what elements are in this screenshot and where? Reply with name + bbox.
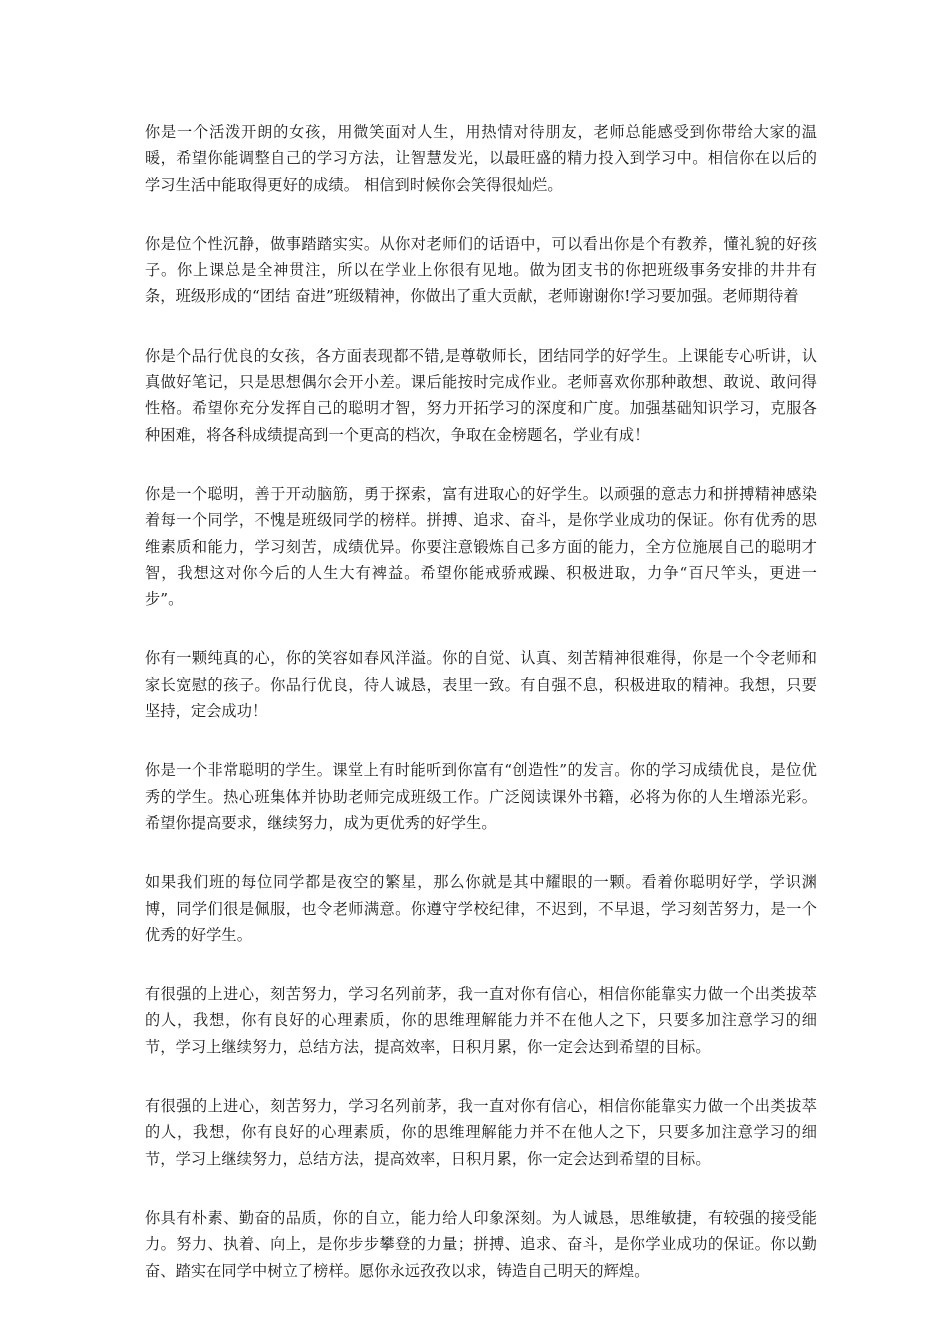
comment-paragraph-6: 你是一个非常聪明的学生。课堂上有时能听到你富有“创造性”的发言。你的学习成绩优良，是位优秀的学生。热心班集体并协助老师完成班级工作。广泛阅读课外书籍，必将为你的人生增添光彩。希望你提高要求，继续努力，成为更优秀的好学生。 [145,761,817,832]
comment-paragraph-4: 你是一个聪明，善于开动脑筋，勇于探索，富有进取心的好学生。以顽强的意志力和拼搏精神感染着每一个同学，不愧是班级同学的榜样。拼搏、追求、奋斗，是你学业成功的保证。你有优秀的思维素质和能力，学习刻苦，成绩优异。你要注意锻炼自己多方面的能力，全方位施展自己的聪明才智，我想这对你今后的人生大有裨益。希望你能戒骄戒躁、积极进取，力争“百尺竿头，更进一步”。 [145,484,817,609]
comment-paragraph-2: 你是位个性沉静，做事踏踏实实。从你对老师们的话语中，可以看出你是个有教养，懂礼貌的好孩子。你上课总是全神贯注，所以在学业上你很有见地。做为团支书的你把班级事务安排的井井有条，班级形成的“团结 奋进”班级精神，你做出了重大贡献，老师谢谢你!学习要加强。老师期待着 [145,234,817,306]
comment-paragraph-9: 有很强的上进心，刻苦努力，学习名列前茅，我一直对你有信心，相信你能靠实力做一个出类拔萃的人，我想，你有良好的心理素质，你的思维理解能力并不在他人之下，只要多加注意学习的细节，学习上继续努力，总结方法，提高效率，日积月累，你一定会达到希望的目标。 [145,1097,817,1168]
comment-paragraph-7: 如果我们班的每位同学都是夜空的繁星，那么你就是其中耀眼的一颗。看着你聪明好学，学识渊博，同学们很是佩服，也令老师满意。你遵守学校纪律，不迟到，不早退，学习刻苦努力，是一个优秀的好学生。 [145,873,817,944]
document-body [145,119,817,1317]
comment-paragraph-5: 你有一颗纯真的心，你的笑容如春风洋溢。你的自觉、认真、刻苦精神很难得，你是一个令老师和家长宽慰的孩子。你品行优良，待人诚恳，表里一致。有自强不息，积极进取的精神。我想，只要坚持，定会成功！ [145,649,817,721]
comment-paragraph-3: 你是个品行优良的女孩，各方面表现都不错,是尊敬师长，团结同学的好学生。上课能专心听讲，认真做好笔记，只是思想偶尔会开小差。课后能按时完成作业。老师喜欢你那种敢想、敢说、敢问得性格。希望你充分发挥自己的聪明才智，努力开拓学习的深度和广度。加强基础知识学习，克服各种困难，将各科成绩提高到一个更高的档次，争取在金榜题名，学业有成！ [145,346,817,444]
comment-paragraph-8: 有很强的上进心，刻苦努力，学习名列前茅，我一直对你有信心，相信你能靠实力做一个出类拔萃的人，我想，你有良好的心理素质，你的思维理解能力并不在他人之下，只要多加注意学习的细节，学习上继续努力，总结方法，提高效率，日积月累，你一定会达到希望的目标。 [145,985,817,1056]
comment-paragraph-10: 你具有朴素、勤奋的品质，你的自立，能力给人印象深刻。为人诚恳，思维敏捷，有较强的接受能力。努力、执着、向上，是你步步攀登的力量；拼搏、追求、奋斗，是你学业成功的保证。你以勤奋、踏实在同学中树立了榜样。愿你永远孜孜以求，铸造自己明天的辉煌。 [145,1208,817,1280]
comment-paragraph-1: 你是一个活泼开朗的女孩，用微笑面对人生，用热情对待朋友，老师总能感受到你带给大家的温暖，希望你能调整自己的学习方法，让智慧发光，以最旺盛的精力投入到学习中。相信你在以后的学习生活中能取得更好的成绩。 相信到时候你会笑得很灿烂。 [145,123,817,194]
